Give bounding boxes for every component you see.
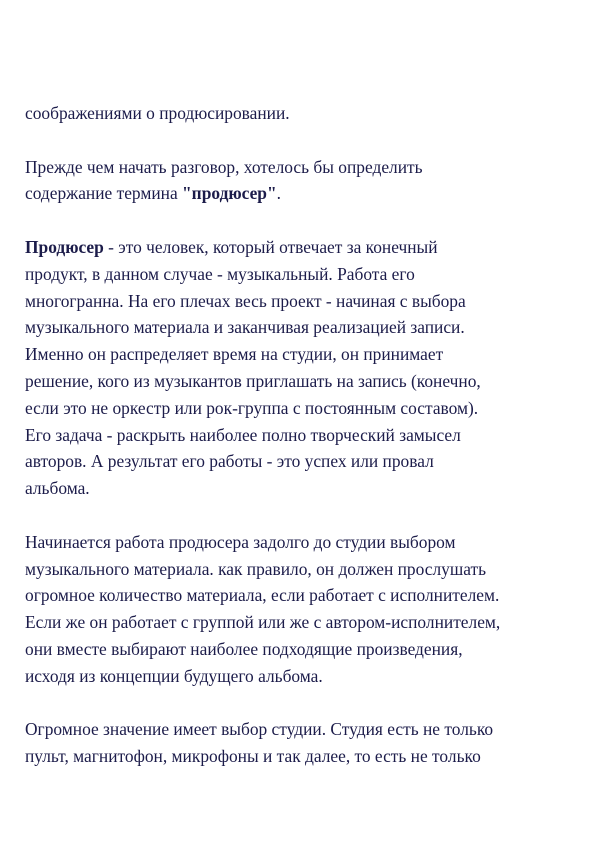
text-line — [25, 395, 580, 422]
paragraph — [25, 529, 580, 690]
text-line — [25, 341, 580, 368]
text-line — [25, 663, 580, 690]
paragraph — [25, 234, 580, 502]
text-span: исходя из концепции будущего альбома. — [25, 665, 323, 686]
text-line — [25, 636, 580, 663]
text-span: Начинается работа продюсера задолго до студии выбором — [25, 531, 456, 552]
text-line — [25, 180, 580, 207]
text-span: . — [276, 183, 281, 204]
text-line — [25, 314, 580, 341]
paragraph — [25, 716, 580, 770]
text-span: продукт, в данном случае - музыкальный. Работа его — [25, 263, 415, 284]
text-span: музыкального материала. как правило, он должен прослушать — [25, 558, 487, 579]
text-span: пульт, магнитофон, микрофоны и так далее, то есть не только — [25, 746, 481, 767]
bold-term: "продюсер" — [182, 183, 277, 204]
text-span: содержание термина — [25, 183, 183, 204]
text-line — [25, 234, 580, 261]
text-span: соображениями о продюсировании. — [25, 103, 290, 123]
text-line — [25, 475, 580, 502]
text-line — [25, 288, 580, 315]
text-line — [25, 154, 580, 181]
text-line — [25, 609, 580, 636]
paragraph — [25, 100, 580, 127]
text-line — [25, 582, 580, 609]
bold-term: Продюсер — [25, 236, 104, 257]
text-span: музыкального материала и заканчивая реализацией записи. — [25, 317, 465, 338]
text-line — [25, 556, 580, 583]
text-span: авторов. А результат его работы - это успех или провал — [25, 451, 434, 472]
text-span: Если же он работает с группой или же с автором-исполнителем, — [25, 612, 501, 633]
text-span: огромное количество материала, если работает с исполнителем. — [25, 585, 500, 606]
paragraph — [25, 154, 580, 208]
text-line — [25, 529, 580, 556]
document-page — [25, 100, 580, 797]
text-line — [25, 743, 580, 770]
text-span: решение, кого из музыкантов приглашать на запись (конечно, — [25, 370, 481, 391]
text-span: Огромное значение имеет выбор студии. Студия есть не только — [25, 719, 494, 740]
text-line — [25, 448, 580, 475]
text-span: - это человек, который отвечает за конечный — [103, 236, 438, 257]
text-span: альбома. — [25, 478, 90, 499]
text-line — [25, 716, 580, 743]
text-line — [25, 261, 580, 288]
text-span: многогранна. На его плечах весь проект - начиная с выбора — [25, 290, 466, 311]
text-span: Прежде чем начать разговор, хотелось бы определить — [25, 156, 423, 177]
text-span: Именно он распределяет время на студии, он принимает — [25, 344, 444, 365]
text-line — [25, 100, 580, 127]
text-span: Его задача - раскрыть наиболее полно творческий замысел — [25, 424, 461, 445]
text-line — [25, 422, 580, 449]
text-span: они вместе выбирают наиболее подходящие произведения, — [25, 638, 463, 659]
text-span: если это не оркестр или рок-группа с постоянным составом). — [25, 397, 479, 418]
text-line — [25, 368, 580, 395]
